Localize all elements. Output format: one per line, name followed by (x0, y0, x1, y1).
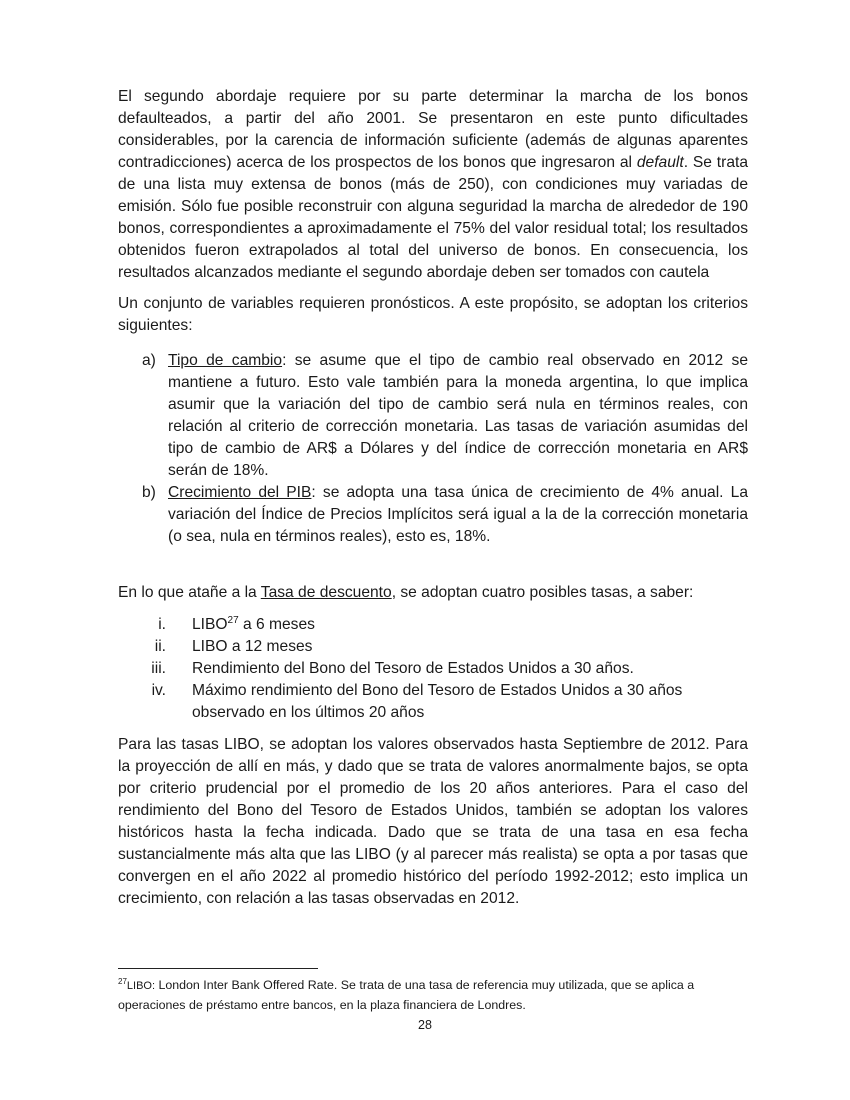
rate-text (192, 614, 748, 636)
criteria-item (118, 482, 748, 548)
rate-label: LIBO (192, 616, 228, 633)
rate-item (118, 636, 748, 658)
paragraph-text: En lo que atañe a la (118, 584, 261, 601)
footnote-term: LIBO: (126, 980, 156, 992)
rate-text (192, 658, 748, 680)
rate-label: LIBO a 12 meses (192, 638, 313, 655)
criteria-item (118, 350, 748, 482)
paragraph-text: , se adoptan cuatro posibles tasas, a saber: (391, 584, 694, 601)
rate-item (118, 658, 748, 680)
rate-item (118, 614, 748, 636)
rate-label: Rendimiento del Bono del Tesoro de Estados Unidos a 30 años. (192, 660, 634, 677)
underlined-term: Tasa de descuento (260, 584, 392, 601)
list-marker: ii. (154, 638, 166, 655)
rate-label: Máximo rendimiento del Bono del Tesoro de Estados Unidos a 30 años observado en los últimos 20 años (192, 682, 683, 721)
criteria-text (168, 482, 748, 548)
criteria-text (168, 350, 748, 482)
footnote (118, 976, 738, 1015)
paragraph-text: El segundo abordaje requiere por su parte determinar la marcha de los bonos defaulteados, a partir del año 2001. Se presentaron en este punto dificultades considerables, por la carencia de información suficiente (además de algunas aparentes contradicciones) acerca de los prospectos de los bonos que ingresaron al (118, 88, 748, 171)
rate-item (118, 680, 748, 724)
rates-list (118, 614, 748, 724)
italic-term: default (636, 154, 684, 171)
list-marker: a) (142, 352, 156, 369)
criteria-list (118, 350, 748, 548)
rate-text (192, 636, 748, 658)
list-marker: i. (158, 616, 166, 633)
page-number: 28 (418, 1018, 432, 1032)
underlined-term: Crecimiento del PIB (168, 484, 312, 501)
footnote-number: 27 (118, 976, 127, 986)
list-marker: iv. (151, 682, 166, 699)
paragraph-text: . Se trata de una lista muy extensa de bonos (más de 250), con condiciones muy variadas de emisión. Sólo fue posible reconstruir con alguna seguridad la marcha de alrededor de 190 bonos, correspondientes a aproximadamente el 75% del valor residual total; los resultados obtenidos fueron extrapolados al total del universo de bonos. En consecuencia, los resultados alcanzados mediante el segundo abordaje deben ser tomados con cautela (118, 154, 748, 281)
underlined-term: Tipo de cambio (168, 352, 283, 369)
paragraph-variables: Un conjunto de variables requieren pronósticos. A este propósito, se adoptan los criterios siguientes: (118, 295, 748, 334)
criteria-body: : se adopta una tasa única de crecimiento de 4% anual. La variación del Índice de Precios Implícitos será igual a la de la corrección monetaria (o sea, nula en términos reales), esto es, 18%. (168, 484, 748, 545)
paragraph-libo-rates: Para las tasas LIBO, se adoptan los valores observados hasta Septiembre de 2012. Para la proyección de allí en más, y dado que se trata de valores anormalmente bajos, se opta por criterio prudencial por el promedio de los 20 años anteriores. Para el caso del rendimiento del Bono del Tesoro de Estados Unidos, también se adoptan los valores históricos hasta la fecha indicada. Dado que se trata de una tasa en esa fecha sustancialmente más alta que las LIBO (y al parecer más realista) se opta a por tasas que convergen en el año 2022 al promedio histórico del período 1992-2012; esto implica un crecimiento, con relación a las tasas observadas en 2012. (118, 736, 748, 907)
body-text (118, 86, 748, 910)
rate-label: a 6 meses (238, 616, 315, 633)
footnote-divider (118, 968, 318, 969)
list-marker: iii. (151, 660, 166, 677)
footnote-text: London Inter Bank Offered Rate. Se trata de una tasa de referencia muy utilizada, que se aplica a operaciones de préstamo entre bancos, en la plaza financiera de Londres. (118, 978, 695, 1012)
list-marker: b) (142, 484, 156, 501)
paragraph-bonds (118, 86, 748, 284)
rate-text (192, 680, 748, 724)
criteria-body: : se asume que el tipo de cambio real observado en 2012 se mantiene a futuro. Esto vale también para la moneda argentina, lo que implica asumir que la variación del tipo de cambio será nula en términos reales, con relación al criterio de corrección monetaria. Las tasas de variación asumidas del tipo de cambio de AR$ a Dólares y del índice de corrección monetaria en AR$ serán de 18%. (168, 352, 748, 479)
paragraph-discount-rate (118, 582, 748, 604)
footnote-ref[interactable]: 27 (227, 614, 239, 626)
